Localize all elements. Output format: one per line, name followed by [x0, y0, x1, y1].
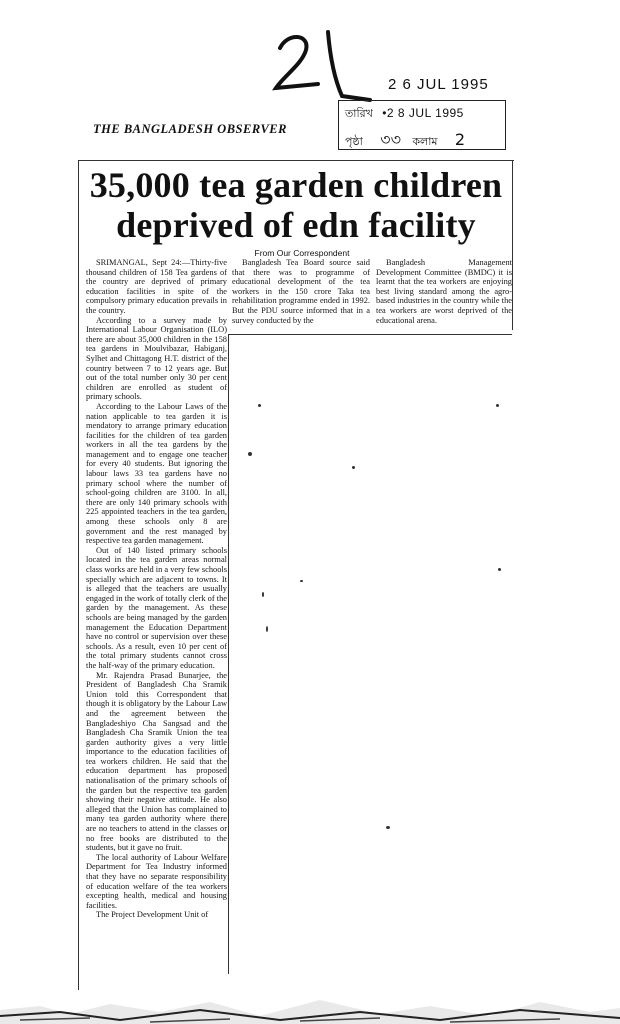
scan-speck	[262, 592, 264, 597]
headline-line-2: deprived of edn facility	[116, 205, 476, 245]
paragraph: Bangladesh Tea Board source said that there was to programme of educational development of the tea workers in the 150 crore Taka tea rehabilitation programme ended in 1992. But the PDU source informed that in a survey conducted by the	[232, 258, 370, 325]
stamp-page-label: পৃষ্ঠা	[345, 136, 363, 148]
scan-speck	[496, 404, 499, 407]
date-received: 2 6 JUL 1995	[388, 76, 489, 93]
article-headline	[78, 165, 514, 245]
stamp-column-value: 2	[454, 130, 466, 149]
scan-speck	[258, 404, 261, 407]
paragraph: Mr. Rajendra Prasad Bunarjee, the President of Bangladesh Cha Sramik Union told this Correspondent that though it is obligatory by the Labour Law and the agreement between the Bangladeshiyo Cha Sangsad and the Bangladesh Cha Sramik Union the tea garden authority gives a very little importance to the education facilities of tea workers children. He said that the education department has proposed nationalisation of the primary schools of the garden but the respective tea garden showing their negative attitude. He also alleged that the Union has complained to many tea garden authority where there are no teachers to attend in the classes or no free books are distributed to the students, but it gave no fruit.	[86, 670, 227, 853]
newspaper-source: THE BANGLADESH OBSERVER	[93, 122, 287, 136]
archive-stamp	[338, 100, 506, 150]
scan-noise-bottom	[0, 990, 620, 1024]
handwritten-number	[258, 26, 378, 106]
article-column-1	[86, 258, 227, 978]
paragraph: SRIMANGAL, Sept 24:—Thirty-five thousand children of 158 Tea gardens of the country are deprived of primary education facilities in spite of the compulsory primary education prevails in the country.	[86, 258, 227, 315]
scan-speck	[386, 826, 390, 829]
clipping-border-left	[78, 160, 79, 990]
stamp-page-value: ৩৩	[380, 130, 401, 149]
paragraph: The local authority of Labour Welfare Department for Tea Industry informed that they have no separate responsibility of education welfare of the tea workers excepting health, medical and housing facilities.	[86, 852, 227, 910]
headline-line-1: 35,000 tea garden children	[89, 165, 503, 205]
article-column-3	[376, 258, 512, 330]
paragraph: According to the Labour Laws of the nation applicable to tea garden it is mendatory to arrange primary education facilities for the children of tea garden workers in all the tea gardens by the management and to engage one teacher for every 40 students. But ignoring the labour laws 33 tea gardens have no primary school where the number of school-going children are 3100. In all, there are only 140 primary schools with 225 appointed teachers in the tea garden, among these schools only 8 are government and the rest managed by respective tea garden management.	[86, 401, 227, 546]
scan-speck	[498, 568, 501, 571]
paragraph: According to a survey made by International Labour Organisation (ILO) there are about 35,000 children in the 158 tea gardens in Moulvibazar, Habiganj, Sylhet and Chittagong H.T. district of the country between 7 to 12 years age. But out of the total number only 30 per cent children are enrolled as student of primary schools.	[86, 315, 227, 402]
paragraph: Bangladesh Management Development Committee (BMDC) it is learnt that the tea workers are enjoying best living standard among the agro-based industries in the country while the tea workers are worst deprived of the educational arena.	[376, 258, 512, 325]
clipping-border-top	[78, 160, 514, 161]
scan-speck	[266, 626, 268, 632]
stamp-column-label: কলাম	[412, 136, 438, 148]
stamp-date-label: তারিখ	[345, 108, 373, 120]
article-column-2	[232, 258, 370, 330]
paragraph: The Project Development Unit of	[96, 910, 209, 920]
scan-speck	[352, 466, 355, 469]
scan-speck	[248, 452, 252, 456]
stamp-date-value: •2 8 JUL 1995	[382, 106, 464, 120]
column-rule-vertical	[228, 334, 229, 974]
scan-speck	[300, 580, 303, 582]
paragraph: Out of 140 listed primary schools located in the tea garden areas normal class works are held in a very few schools specially which are adjacent to towns. It is alleged that the teachers are usually engaged in the work of totally clerk of the garden by the management. As these schools are being managed by the garden management the Education Department have no control or supervision over these schools. As a result, even 10 per cent of the total primary students cannot cross the half-way of the primary education.	[86, 545, 227, 670]
column-rule-horizontal	[228, 334, 512, 335]
article-byline: From Our Correspondent	[254, 248, 350, 258]
